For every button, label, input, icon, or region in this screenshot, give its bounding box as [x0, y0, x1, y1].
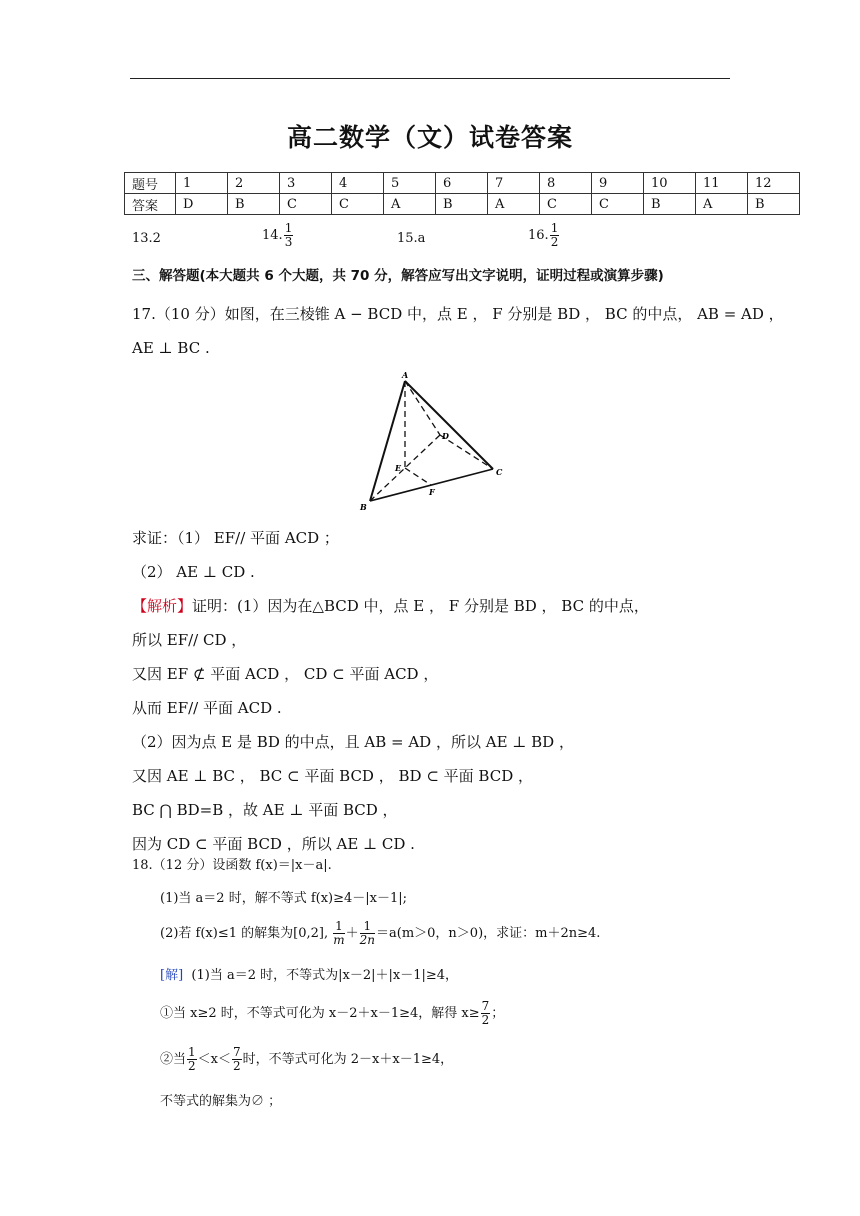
case2-tail: 时，不等式可化为 2－x＋x－1≥4， — [242, 1052, 454, 1067]
q18-solution-line1 — [160, 966, 458, 986]
q17-solution-line3: 又因 EF ⊄ 平面 ACD ， CD ⊂ 平面 ACD ， — [132, 665, 439, 683]
denominator: 2 — [481, 1013, 490, 1027]
fraction — [550, 222, 560, 249]
table-cell: 12 — [748, 173, 800, 194]
table-cell: A — [384, 194, 436, 215]
tetrahedron-figure — [352, 368, 512, 514]
label-e: E — [395, 463, 402, 473]
edge-ac — [405, 381, 493, 469]
denominator: 2 — [233, 1059, 241, 1073]
q17-solution-line2: 所以 EF// CD ， — [132, 631, 247, 649]
table-cell: C — [280, 194, 332, 215]
edge-ad — [405, 381, 440, 435]
label-a: A — [402, 370, 409, 380]
label-b: B — [360, 502, 367, 512]
fraction — [481, 1000, 491, 1027]
fraction — [232, 1046, 242, 1073]
q17-solution-line4: 从而 EF// 平面 ACD . — [132, 699, 282, 717]
table-cell: B — [748, 194, 800, 215]
denominator: 2 — [550, 235, 559, 249]
q17-solution-line5: （2）因为点 E 是 BD 的中点，且 AB = AD ，所以 AE ⊥ BD ， — [132, 733, 574, 751]
case1-tail: ； — [491, 1006, 505, 1021]
table-cell: A — [488, 194, 540, 215]
numerator: 1 — [360, 920, 375, 934]
table-cell: C — [592, 194, 644, 215]
answer-table — [124, 172, 800, 215]
q18-case1 — [160, 1000, 504, 1027]
table-cell: 7 — [488, 173, 540, 194]
solution-text: 证明：(1）因为在△BCD 中，点 E ， F 分别是 BD ， BC 的中点， — [192, 597, 649, 615]
numerator: 1 — [188, 1045, 196, 1059]
top-rule — [130, 78, 730, 79]
numerator: 1 — [335, 919, 343, 933]
denominator: 2 — [188, 1059, 196, 1073]
answer-16 — [528, 222, 560, 249]
numerator: 1 — [284, 221, 293, 235]
q18-case2 — [160, 1046, 453, 1073]
q17-prove-1: 求证：（1） EF// 平面 ACD ； — [132, 529, 339, 547]
case2-text: ②当 — [160, 1052, 187, 1067]
table-cell: A — [696, 194, 748, 215]
fraction — [284, 222, 294, 249]
numerator: 1 — [550, 221, 559, 235]
answer-14 — [262, 222, 294, 249]
fraction — [333, 920, 344, 947]
table-cell: 8 — [540, 173, 592, 194]
table-cell: B — [436, 194, 488, 215]
q17-solution-line7: BC ⋂ BD=B ，故 AE ⊥ 平面 BCD ， — [132, 801, 398, 819]
table-cell: C — [332, 194, 384, 215]
q17-solution-line1 — [132, 596, 649, 616]
table-cell: 题号 — [125, 173, 176, 194]
solution-tag: 【解析】 — [132, 597, 193, 615]
answer-16-prefix: 16. — [528, 228, 549, 243]
label-f: F — [429, 487, 435, 497]
q17-stem-line2: AE ⊥ BC . — [132, 339, 210, 357]
table-cell: 3 — [280, 173, 332, 194]
q17-solution-line6: 又因 AE ⊥ BC ， BC ⊂ 平面 BCD ， BD ⊂ 平面 BCD ， — [132, 767, 533, 785]
answer-15: 15.a — [397, 231, 426, 246]
edge-ab — [370, 381, 405, 501]
numerator: 7 — [481, 999, 490, 1013]
table-cell: 5 — [384, 173, 436, 194]
label-d: D — [442, 431, 449, 441]
section-header: 三、解答题(本大题共 6 个大题，共 70 分，解答应写出文字说明，证明过程或演算步骤) — [132, 268, 664, 284]
page-title: 高二数学（文）试卷答案 — [286, 123, 573, 152]
denominator: 3 — [284, 235, 293, 249]
q17-solution-line8: 因为 CD ⊂ 平面 BCD ，所以 AE ⊥ CD . — [132, 835, 415, 853]
q18-part2 — [160, 920, 600, 947]
denominator: m — [333, 933, 345, 947]
answer-13: 13.2 — [132, 231, 161, 246]
q18-case2-result: 不等式的解集为∅ ； — [160, 1094, 282, 1109]
q17-stem-line1: 17.（10 分）如图，在三棱锥 A − BCD 中，点 E ， F 分别是 BD ， BC 的中点， AB = AD ， — [132, 305, 784, 323]
solution-text: (1)当 a＝2 时，不等式为|x－2|＋|x－1|≥4， — [191, 968, 459, 983]
table-cell: B — [228, 194, 280, 215]
table-cell: D — [176, 194, 228, 215]
table-cell: 6 — [436, 173, 488, 194]
table-cell: B — [644, 194, 696, 215]
q18-part1: (1)当 a＝2 时，解不等式 f(x)≥4－|x－1|; — [160, 891, 408, 906]
fraction — [187, 1046, 197, 1073]
table-cell: 2 — [228, 173, 280, 194]
table-cell: 10 — [644, 173, 696, 194]
q18-part2-text-b: ＝a(m＞0，n＞0)，求证：m＋2n≥4. — [376, 926, 601, 941]
q18-part2-text-a: (2)若 f(x)≤1 的解集为[0,2], — [160, 926, 329, 941]
q17-prove-2: （2） AE ⊥ CD . — [132, 563, 255, 581]
table-cell: 9 — [592, 173, 644, 194]
table-row — [125, 173, 800, 194]
fraction — [360, 920, 375, 947]
table-cell: 11 — [696, 173, 748, 194]
answer-14-prefix: 14. — [262, 228, 283, 243]
table-cell: 答案 — [125, 194, 176, 215]
table-cell: C — [540, 194, 592, 215]
table-cell: 1 — [176, 173, 228, 194]
plus-sign: ＋ — [345, 926, 359, 941]
case1-text: ①当 x≥2 时，不等式可化为 x－2＋x－1≥4，解得 x≥ — [160, 1006, 480, 1021]
numerator: 7 — [233, 1045, 241, 1059]
segment-ef — [405, 468, 431, 485]
q18-stem: 18.（12 分）设函数 f(x)＝|x－a|. — [132, 858, 332, 873]
label-c: C — [496, 467, 503, 477]
table-row — [125, 194, 800, 215]
table-cell: 4 — [332, 173, 384, 194]
case2-middle: ＜x＜ — [197, 1052, 231, 1067]
solution-tag: [解] — [160, 968, 184, 983]
denominator: 2n — [359, 933, 376, 947]
